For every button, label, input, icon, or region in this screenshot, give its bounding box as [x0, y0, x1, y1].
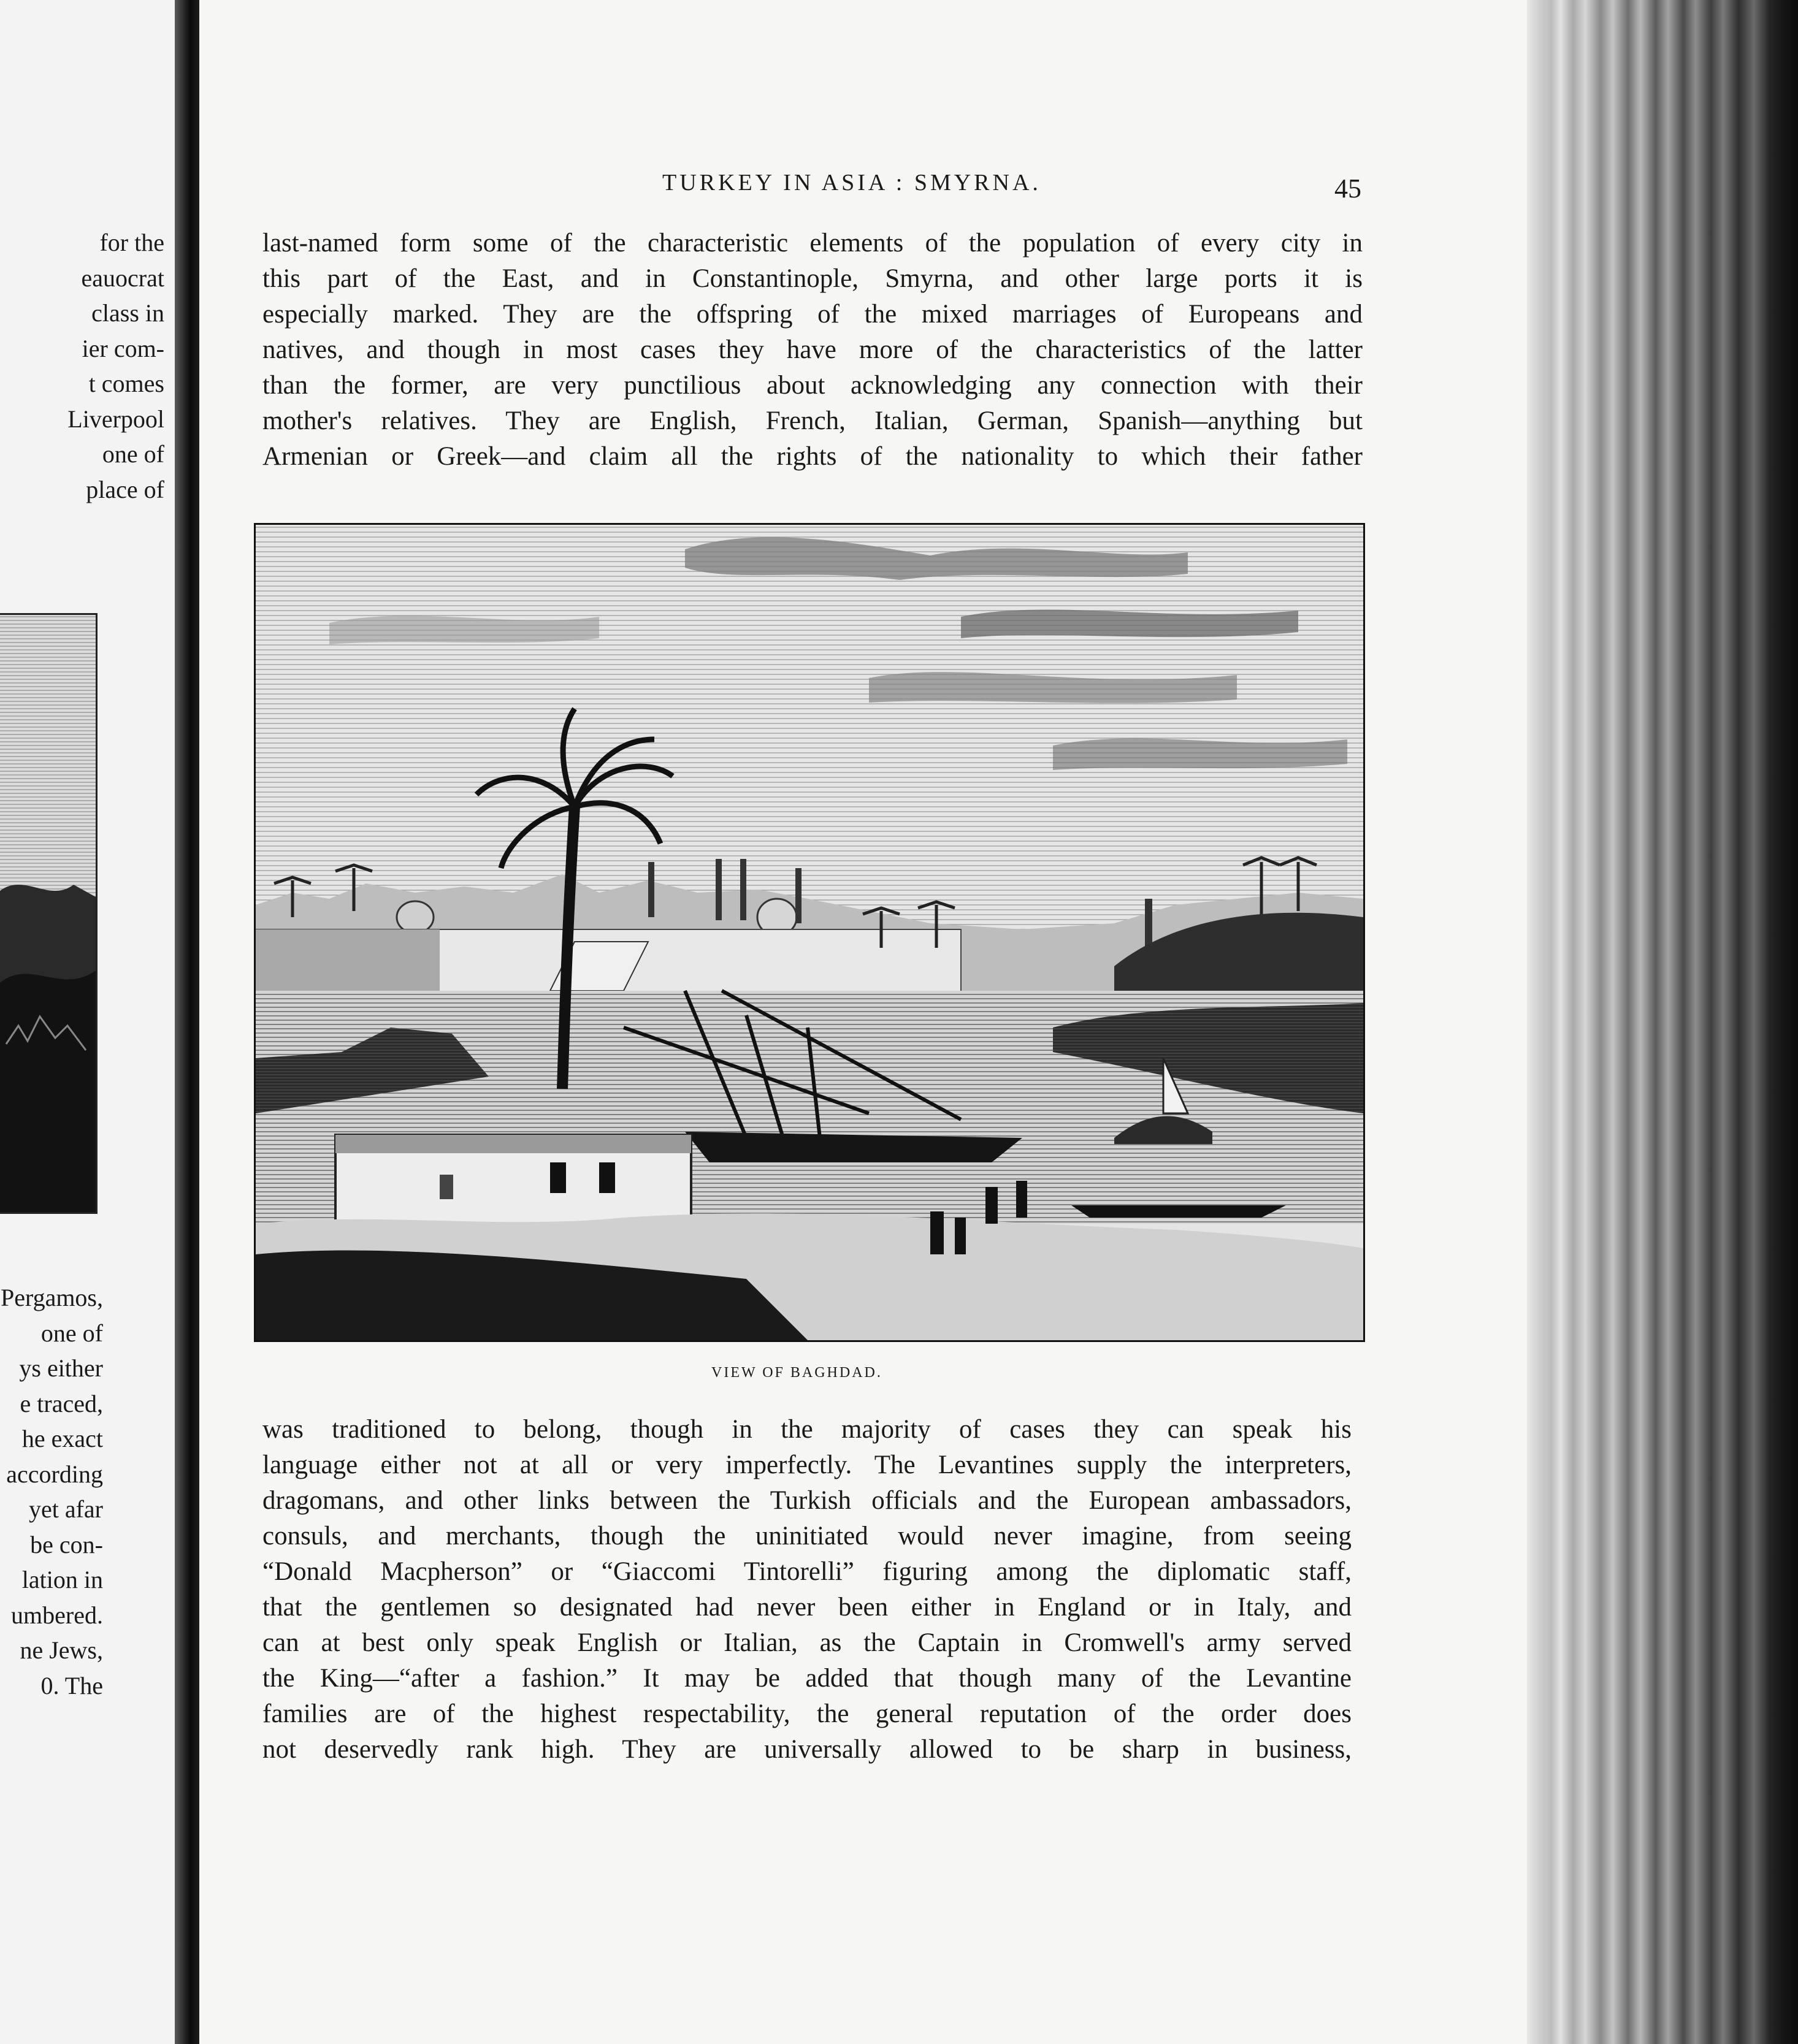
text-line: not deservedly rank high. They are universally allowed to be sharp in business,	[262, 1735, 1352, 1764]
left-page-text-line: lation in	[21, 1566, 103, 1593]
left-page-text-line: one of	[40, 1319, 103, 1347]
text-line: families are of the highest respectability, the general reputation of the order does	[262, 1699, 1352, 1728]
text-line: “Donald Macpherson” or “Giaccomi Tintorelli” figuring among the diplomatic staff,	[262, 1557, 1352, 1586]
text-line: natives, and though in most cases they have more of the characteristics of the latter	[262, 335, 1363, 364]
left-page-text-line: t comes	[88, 370, 164, 397]
book-gutter	[175, 0, 201, 2044]
text-line: dragomans, and other links between the Turkish officials and the European ambassadors,	[262, 1486, 1352, 1515]
left-page-text-line: 0. The	[40, 1671, 103, 1699]
left-illustration-engraving	[0, 615, 96, 1212]
left-page-text-line: ne Jews,	[20, 1636, 103, 1664]
left-page-text-line: be con-	[30, 1530, 103, 1558]
left-page-illustration-fragment	[0, 613, 98, 1214]
left-page-text-line: he exact	[21, 1425, 103, 1452]
left-page-text-line: Pergamos,	[0, 1284, 103, 1311]
left-page-text-line: class in	[91, 299, 164, 327]
page-number: 45	[1334, 174, 1361, 204]
text-line: last-named form some of the characteristic elements of the population of every city in	[262, 229, 1363, 257]
illustration-plate	[254, 523, 1365, 1342]
left-page-text-line: yet afar	[28, 1495, 103, 1523]
left-page-text-line: ys either	[19, 1354, 103, 1382]
text-line: language either not at all or very imperfectly. The Levantines supply the interpreters,	[262, 1451, 1352, 1479]
text-line: that the gentlemen so designated had never been either in England or in Italy, and	[262, 1593, 1352, 1622]
text-line: can at best only speak English or Italian, as the Captain in Cromwell's army served	[262, 1628, 1352, 1657]
left-page-text-line: umbered.	[11, 1601, 103, 1629]
text-line: consuls, and merchants, though the uninitiated would never imagine, from seeing	[262, 1522, 1352, 1550]
text-line: Armenian or Greek—and claim all the rights of the nationality to which their father	[262, 442, 1363, 471]
text-line: mother's relatives. They are English, French, Italian, German, Spanish—anything but	[262, 406, 1363, 435]
left-page-text-line: according	[6, 1460, 103, 1488]
left-page-text-line: one of	[102, 440, 164, 468]
left-page-text-line: ier com-	[82, 334, 164, 362]
left-page-text-line: Liverpool	[67, 405, 164, 433]
left-page-text-line: e traced,	[20, 1389, 103, 1417]
running-head: TURKEY IN ASIA : SMYRNA.	[662, 170, 1041, 196]
baghdad-engraving	[256, 525, 1363, 1340]
illustration-caption: VIEW OF BAGHDAD.	[711, 1365, 882, 1381]
left-page-text-line: eauocrat	[81, 264, 164, 292]
text-line: was traditioned to belong, though in the majority of cases they can speak his	[262, 1415, 1352, 1444]
left-page-text-line: place of	[86, 475, 164, 503]
page-stack-edge	[1527, 0, 1798, 2044]
left-page-text-line: for the	[99, 229, 164, 256]
text-line: especially marked. They are the offspring of the mixed marriages of Europeans and	[262, 300, 1363, 329]
text-line: than the former, are very punctilious about acknowledging any connection with their	[262, 371, 1363, 400]
text-line: the King—“after a fashion.” It may be added that though many of the Levantine	[262, 1664, 1352, 1693]
left-facing-page	[0, 0, 178, 2044]
text-line: this part of the East, and in Constantinople, Smyrna, and other large ports it is	[262, 264, 1363, 293]
